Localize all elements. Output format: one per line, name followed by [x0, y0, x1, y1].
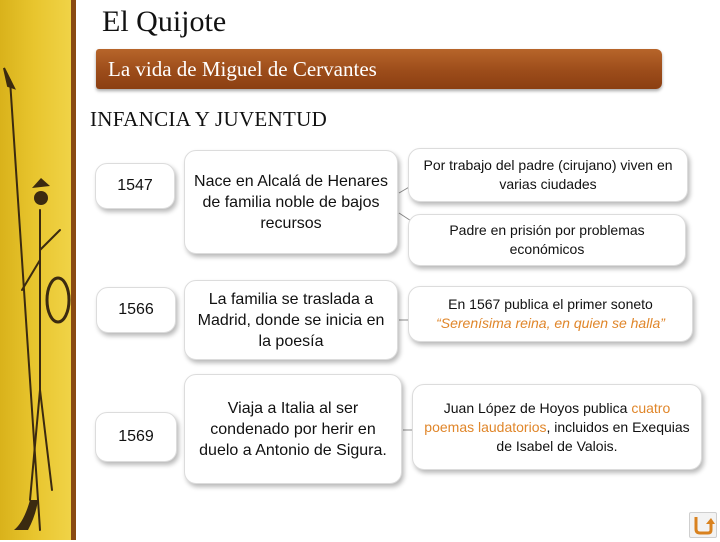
event-box-1547 [184, 150, 398, 254]
event-text: Viaja a Italia al ser condenado por herir en duelo a Antonio de Sigura. [199, 399, 387, 459]
sidebar-edge [71, 0, 76, 540]
subtitle-banner [96, 49, 662, 89]
note-box-1547-a [408, 148, 688, 202]
note-text-part: , incluidos en Exequias de Isabel de Valois. [496, 418, 690, 454]
note-box-1569 [412, 384, 702, 470]
year-box-1569 [95, 412, 177, 462]
note-box-1547-b [408, 214, 686, 266]
return-arrow-icon [690, 513, 716, 537]
banner-text: La vida de Miguel de Cervantes [108, 57, 377, 81]
note-text: Padre en prisión por problemas económicos [449, 222, 645, 257]
note-text-part: En 1567 publica el primer soneto [448, 296, 653, 312]
don-quixote-silhouette-icon [0, 60, 72, 540]
poems-highlight: cuatro poemas laudatorios [424, 399, 671, 435]
sonnet-title: “Serenísima reina, en quien se halla” [436, 315, 665, 331]
event-text: Nace en Alcalá de Henares de familia noble de bajos recursos [194, 172, 388, 232]
year-label: 1566 [118, 301, 154, 318]
note-text [421, 399, 693, 456]
section-heading: INFANCIA Y JUVENTUD [90, 107, 328, 131]
event-text: La familia se traslada a Madrid, donde se inicia en la poesía [197, 290, 385, 350]
note-text [417, 295, 684, 333]
return-button[interactable] [689, 512, 717, 538]
event-box-1569 [184, 374, 402, 484]
slide-title: El Quijote [102, 5, 227, 38]
event-box-1566 [184, 280, 398, 360]
year-box-1566 [96, 287, 176, 333]
note-box-1566 [408, 286, 693, 342]
decorative-sidebar [0, 0, 76, 540]
note-text-part: Juan López de Hoyos publica [443, 399, 632, 416]
year-label: 1547 [117, 177, 153, 194]
note-text: Por trabajo del padre (cirujano) viven en varias ciudades [423, 157, 673, 192]
year-box-1547 [95, 163, 175, 209]
year-label: 1569 [118, 428, 154, 445]
